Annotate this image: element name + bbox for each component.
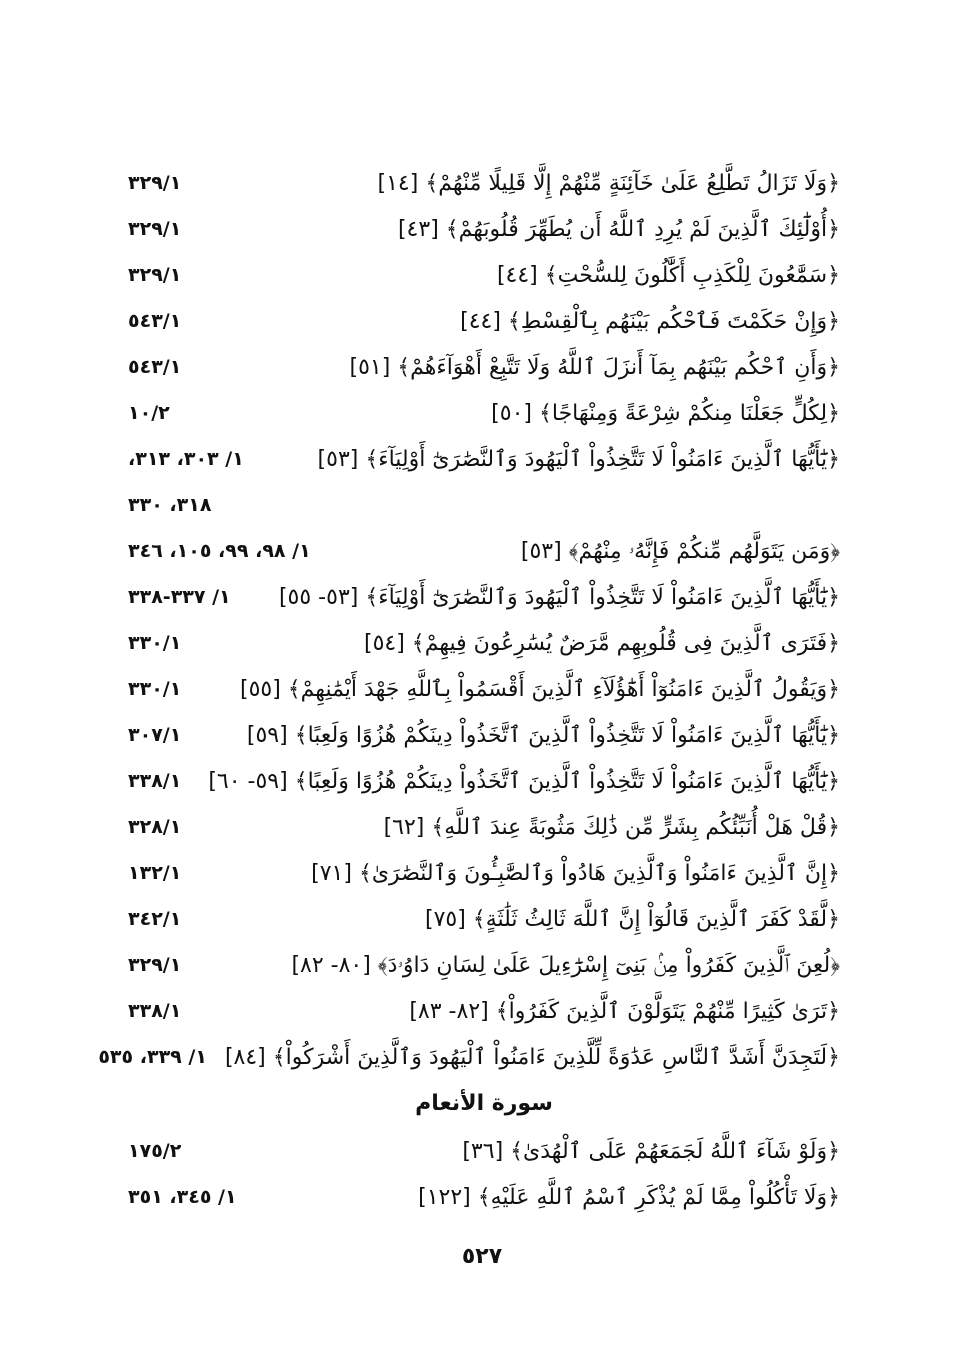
list-item <box>128 988 840 1034</box>
verse-text: ﴿قُلْ هَلْ أُنَبِّئُكُم بِشَرٍّ مِّن ذَٰلِكَ مَثُوبَةً عِندَ ٱللَّهِ﴾ [٦٢] <box>383 814 840 840</box>
page-reference-continuation: ٣١٨، ٣٣٠ <box>128 494 212 516</box>
list-item <box>128 758 840 804</box>
page-reference: ١٧٥/٢ <box>128 1140 182 1162</box>
verse-text: ﴿وَيَقُولُ ٱلَّذِينَ ءَامَنُوٓاْ أَهَٰٓؤُلَآءِ ٱلَّذِينَ أَقْسَمُواْ بِٱللَّهِ جَهْدَ أَيْمَٰنِهِمْ﴾ [٥٥] <box>239 676 840 702</box>
verse-text: ﴿إِنَّ ٱلَّذِينَ ءَامَنُواْ وَٱلَّذِينَ هَادُواْ وَٱلصَّٰبِـُٔونَ وَٱلنَّصَٰرَىٰ﴾ [٧١] <box>311 860 840 886</box>
verse-text: ﴿وَمَن يَتَوَلَّهُم مِّنكُمْ فَإِنَّهُۥ مِنْهُمْ﴾ [٥٣] <box>520 538 840 564</box>
surah-heading: سورة الأنعام <box>415 1091 553 1116</box>
page-reference: ٣٢٩/١ <box>128 172 182 194</box>
list-item <box>128 390 840 436</box>
verse-text: ﴿لِكُلٍّ جَعَلْنَا مِنكُمْ شِرْعَةً وَمِنْهَاجًا﴾ [٥٠] <box>491 400 840 426</box>
page-reference: ٣٠٧/١ <box>128 724 182 746</box>
page-reference: ١/ ٣٣٩، ٥٣٥ <box>98 1046 207 1068</box>
list-item <box>128 1174 840 1220</box>
list-item <box>128 850 840 896</box>
index-page <box>98 160 840 1220</box>
verse-list-c <box>128 1128 840 1220</box>
verse-text: ﴿لُعِنَ ٱلَّذِينَ كَفَرُواْ مِنۢ بَنِىٓ إِسْرَٰٓءِيلَ عَلَىٰ لِسَانِ دَاوُۥدَ﴾ [٨٠- ٨٢] <box>291 952 840 978</box>
page-reference: ٣٢٨/١ <box>128 816 182 838</box>
list-item <box>128 666 840 712</box>
page-reference: ٣٢٩/١ <box>128 264 182 286</box>
list-item <box>128 942 840 988</box>
page-reference: ١/ ٣٤٥، ٣٥١ <box>128 1186 237 1208</box>
page-reference: ٣٤٢/١ <box>128 908 182 930</box>
page-reference: ١/ ٣٣٧-٣٣٨ <box>128 586 231 608</box>
list-item <box>128 160 840 206</box>
list-item <box>98 1034 840 1080</box>
page-reference: ١/ ٩٨، ٩٩، ١٠٥، ٣٤٦ <box>128 540 311 562</box>
verse-text: ﴿وَأَنِ ٱحْكُم بَيْنَهُم بِمَآ أَنزَلَ ٱللَّهُ وَلَا تَتَّبِعْ أَهْوَآءَهُمْ﴾ [٥١] <box>349 354 840 380</box>
page-reference: ٣٢٩/١ <box>128 218 182 240</box>
page-reference: ١٠/٢ <box>128 402 170 424</box>
page-reference: ١/ ٣٠٣، ٣١٣، <box>128 448 244 470</box>
list-item <box>128 528 840 574</box>
verse-text: ﴿يَٰٓأَيُّهَا ٱلَّذِينَ ءَامَنُواْ لَا تَتَّخِذُواْ ٱلْيَهُودَ وَٱلنَّصَٰرَىٰٓ أَوْلِيَآءَ﴾ [٥٣] <box>317 446 840 472</box>
page-reference: ٣٣٨/١ <box>128 1000 182 1022</box>
verse-text: ﴿لَتَجِدَنَّ أَشَدَّ ٱلنَّاسِ عَدَٰوَةً لِّلَّذِينَ ءَامَنُواْ ٱلْيَهُودَ وَٱلَّذِينَ أَشْرَكُواْ﴾ [٨٤] <box>224 1044 840 1070</box>
list-item <box>128 1128 840 1174</box>
verse-text: ﴿سَمَّٰعُونَ لِلْكَذِبِ أَكَّٰلُونَ لِلسُّحْتِ﴾ [٤٤] <box>496 262 840 288</box>
page-reference: ٣٣٠/١ <box>128 632 182 654</box>
list-item <box>128 620 840 666</box>
verse-text: ﴿تَرَىٰ كَثِيرًا مِّنْهُمْ يَتَوَلَّوْنَ ٱلَّذِينَ كَفَرُواْ﴾ [٨٢- ٨٣] <box>409 998 840 1024</box>
verse-text: ﴿وَلَا تَزَالُ تَطَّلِعُ عَلَىٰ خَآئِنَةٍ مِّنْهُمْ إِلَّا قَلِيلًا مِّنْهُمْ﴾ [١٤] <box>377 170 840 196</box>
verse-text: ﴿وَلَوْ شَآءَ ٱللَّهُ لَجَمَعَهُمْ عَلَى ٱلْهُدَىٰ﴾ [٣٦] <box>462 1138 840 1164</box>
list-item <box>128 298 840 344</box>
list-item <box>128 344 840 390</box>
list-item <box>128 206 840 252</box>
page-reference: ٣٣٠/١ <box>128 678 182 700</box>
list-item <box>128 252 840 298</box>
verse-text: ﴿لَّقَدْ كَفَرَ ٱلَّذِينَ قَالُوٓاْ إِنَّ ٱللَّهَ ثَالِثُ ثَلَٰثَةٍ﴾ [٧٥] <box>425 906 840 932</box>
verse-text: ﴿أُوْلَٰٓئِكَ ٱلَّذِينَ لَمْ يُرِدِ ٱللَّهُ أَن يُطَهِّرَ قُلُوبَهُمْ﴾ [٤٣] <box>397 216 840 242</box>
verse-text: ﴿فَتَرَى ٱلَّذِينَ فِى قُلُوبِهِم مَّرَضٌ يُسَٰرِعُونَ فِيهِمْ﴾ [٥٤] <box>364 630 840 656</box>
verse-text: ﴿يَٰٓأَيُّهَا ٱلَّذِينَ ءَامَنُواْ لَا تَتَّخِذُواْ ٱلْيَهُودَ وَٱلنَّصَٰرَىٰٓ أَوْلِيَآءَ﴾ [٥٣- ٥٥] <box>278 584 840 610</box>
verse-list-b <box>98 528 840 1080</box>
page-reference: ٥٤٣/١ <box>128 310 182 332</box>
verse-text: ﴿يَٰٓأَيُّهَا ٱلَّذِينَ ءَامَنُواْ لَا تَتَّخِذُواْ ٱلَّذِينَ ٱتَّخَذُواْ دِينَكُمْ هُزُوًا وَلَعِبًا﴾ [٥٩] <box>246 722 840 748</box>
page-reference: ٣٣٨/١ <box>128 770 182 792</box>
list-item <box>128 712 840 758</box>
page-reference: ٥٤٣/١ <box>128 356 182 378</box>
verse-text: ﴿وَلَا تَأْكُلُواْ مِمَّا لَمْ يُذْكَرِ ٱسْمُ ٱللَّهِ عَلَيْهِ﴾ [١٢٢] <box>418 1184 840 1210</box>
verse-text: ﴿يَٰٓأَيُّهَا ٱلَّذِينَ ءَامَنُواْ لَا تَتَّخِذُواْ ٱلَّذِينَ ٱتَّخَذُواْ دِينَكُمْ هُزُوًا وَلَعِبًا﴾ [٥٩- ٦٠] <box>208 768 840 794</box>
list-item <box>128 896 840 942</box>
page-reference: ١٣٢/١ <box>128 862 182 884</box>
page-reference: ٣٢٩/١ <box>128 954 182 976</box>
page-number: ٥٢٧ <box>461 1244 503 1269</box>
verse-text: ﴿وَإِنْ حَكَمْتَ فَٱحْكُم بَيْنَهُم بِٱلْقِسْطِ﴾ [٤٤] <box>460 308 840 334</box>
verse-list-a <box>128 160 840 482</box>
list-item <box>128 574 840 620</box>
list-item <box>128 436 840 482</box>
list-item <box>128 804 840 850</box>
